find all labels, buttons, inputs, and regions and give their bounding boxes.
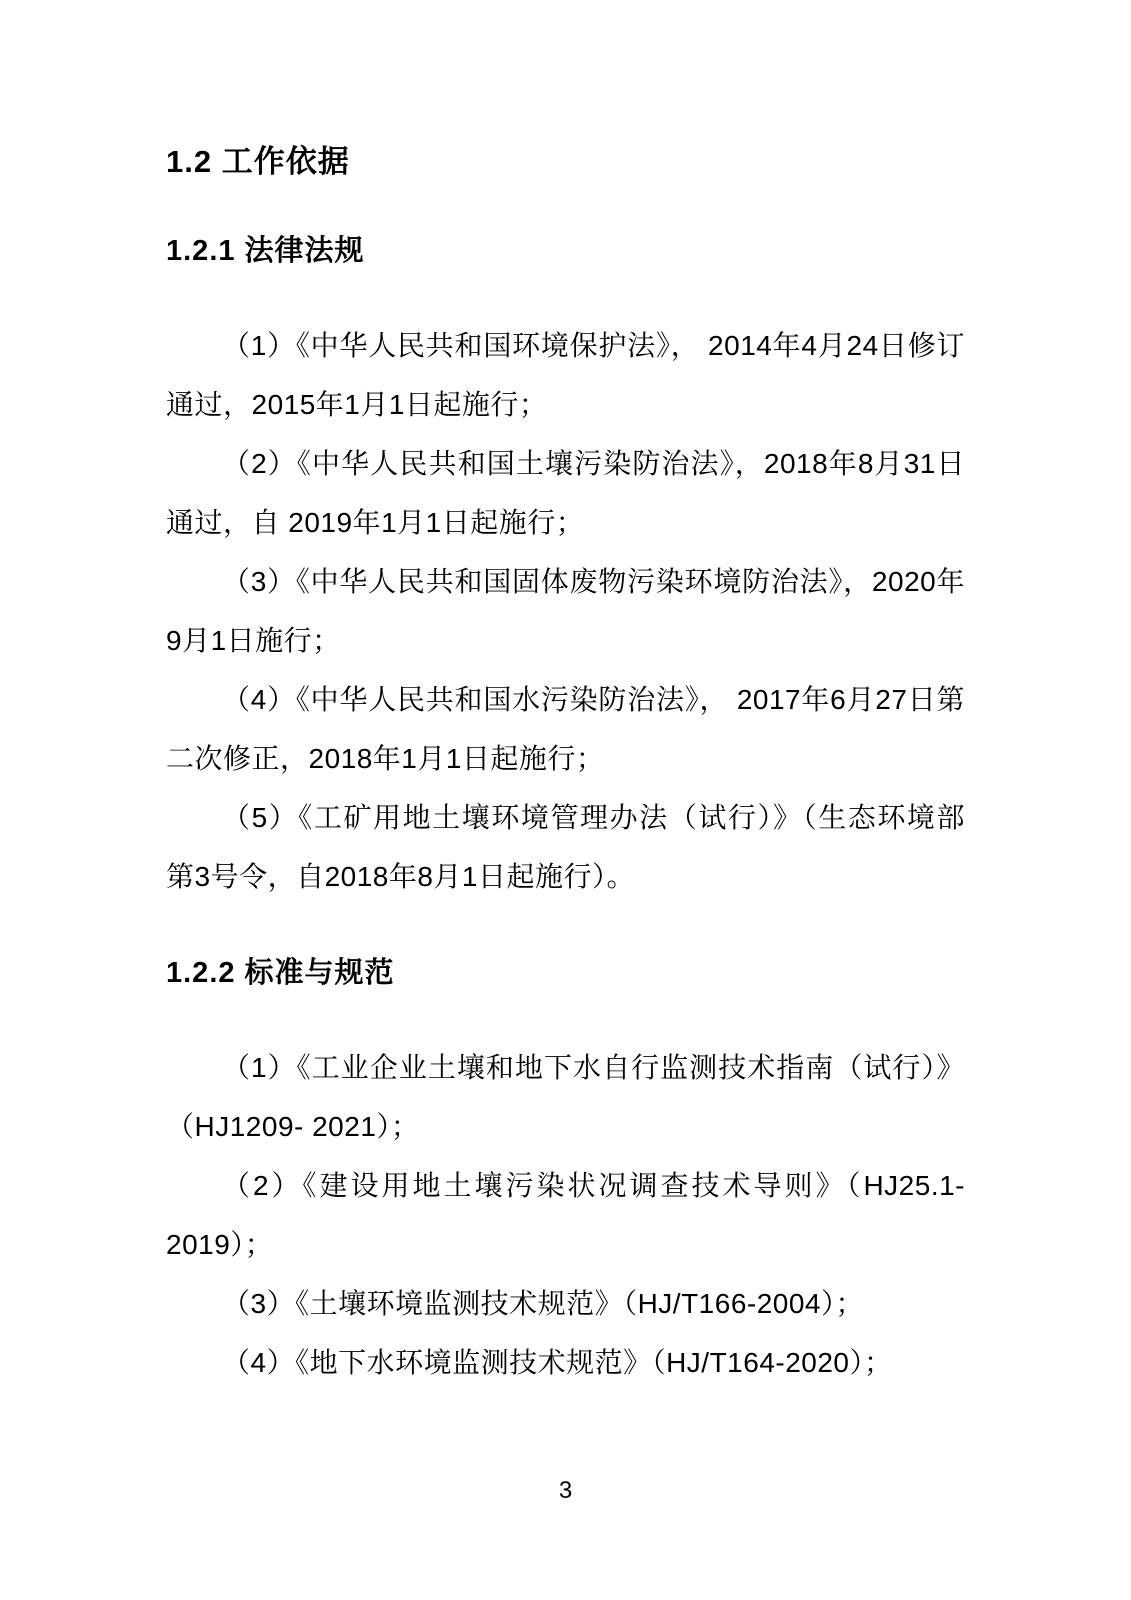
law-item-3: （3）《中华人民共和国固体废物污染环境防治法》，2020年9月1日施行； [166,566,965,656]
standard-item-3: （3）《土壤环境监测技术规范》（HJ/T166-2004）； [222,1288,865,1319]
page-number: 3 [558,1477,573,1504]
standard-item-2: （2）《建设用地土壤污染状况调查技术导则》（HJ25.1-2019）； [166,1170,965,1260]
law-item-2: （2）《中华人民共和国土壤污染防治法》，2018年8月31日通过，自 2019年1月1日起施行； [166,448,965,538]
law-item-5: （5）《工矿用地土壤环境管理办法（试行）》（生态环境部第3号令，自2018年8月1日起施行）。 [166,802,965,892]
standard-item-1: （1）《工业企业土壤和地下水自行监测技术指南（试行）》（HJ1209- 2021）； [166,1052,965,1142]
standard-item-4: （4）《地下水环境监测技术规范》（HJ/T164-2020）； [222,1347,893,1378]
law-item-4: （4）《中华人民共和国水污染防治法》， 2017年6月27日第二次修正，2018年1月1日起施行； [166,684,965,774]
heading-standards-norms: 1.2.2 标准与规范 [166,957,395,989]
heading-work-basis: 1.2 工作依据 [166,144,350,179]
heading-laws-regulations: 1.2.1 法律法规 [166,235,365,267]
law-item-1: （1）《中华人民共和国环境保护法》， 2014年4月24日修订通过，2015年1月1日起施行； [166,330,965,420]
